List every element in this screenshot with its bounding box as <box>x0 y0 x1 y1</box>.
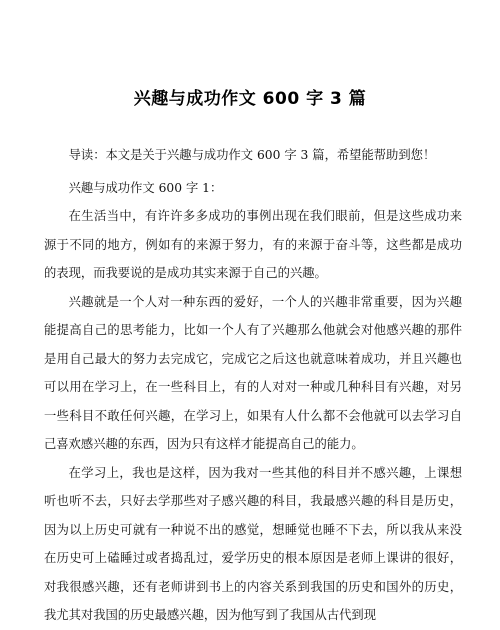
document-title: 兴趣与成功作文 600 字 3 篇 <box>133 89 367 109</box>
body-paragraph-1: 在生活当中，有许许多多成功的事例出现在我们眼前，但是这些成功来源于不同的地方，例如有的来源于努力，有的来源于奋斗等，这些都是成功的表现，而我要说的是成功其实来源于自己的兴趣。 <box>44 209 462 280</box>
body-paragraph-3: 在学习上，我也是这样，因为我对一些其他的科目并不感兴趣，上课想听也听不去，只好去学那些对子感兴趣的科目，我最感兴趣的科目是历史，因为以上历史可就有一种说不出的感觉，想睡觉也睡不下去，所以我从来没在历史可上磕睡过或者捣乱过，爱学历史的根本原因是老师上课讲的很好，对我很感兴趣，还有老师讲到书上的内容关系到我国的历史和国外的历史，我尤其对我国的历史最感兴趣，因为他写到了我国从古代到现 <box>44 465 462 622</box>
document-body <box>44 141 462 630</box>
intro-paragraph: 导读：本文是关于兴趣与成功作文 600 字 3 篇，希望能帮助到您！ <box>68 148 436 162</box>
body-paragraph-2: 兴趣就是一个人对一种东西的爱好，一个人的兴趣非常重要，因为兴趣能提高自己的思考能力，比如一个人有了兴趣那么他就会对他感兴趣的那件是用自己最大的努力去完成它，完成它之后这也就意味着成功，并且兴趣也可以用在学习上，在一些科目上，有的人对对一种或几种科目有兴趣，对另一些科目不敢任何兴趣，在学习上，如果有人什么都不会他就可以去学习自己喜欢感兴趣的东西，因为只有这样才能提高自己的能力。 <box>44 294 462 451</box>
section-subheading: 兴趣与成功作文 600 字 1： <box>68 180 223 195</box>
